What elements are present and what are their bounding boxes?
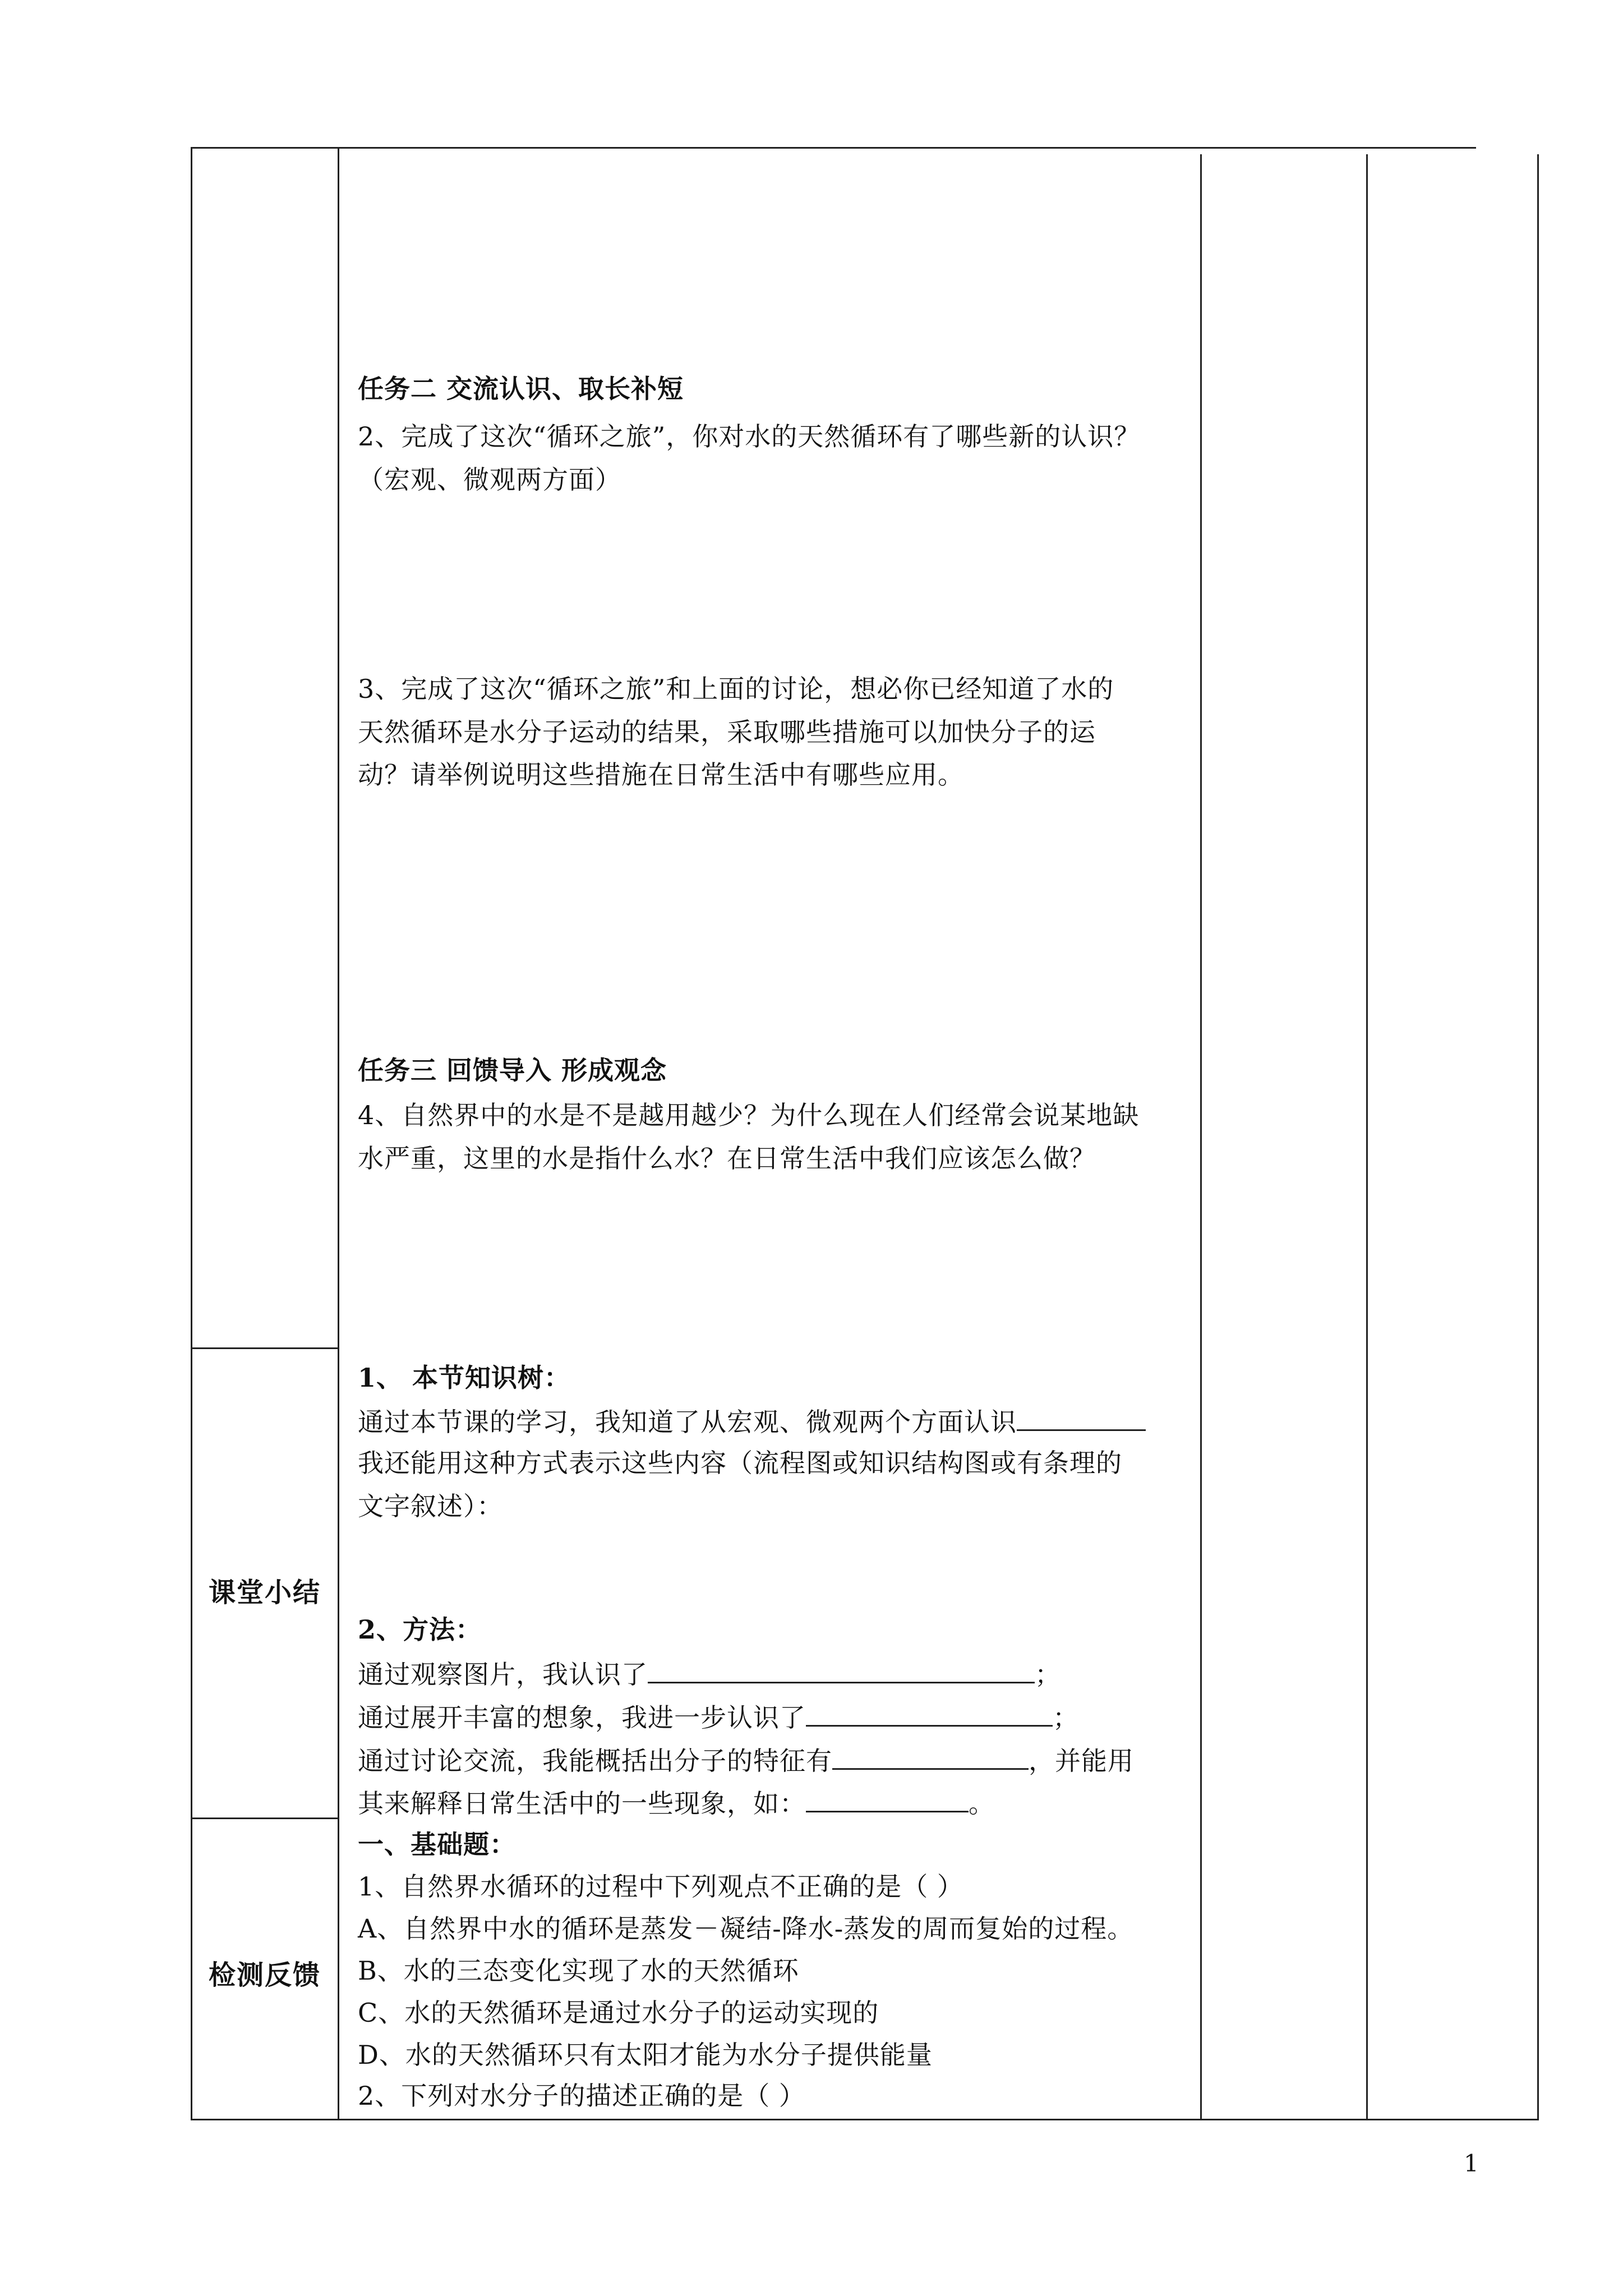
question1-option-d: D、水的天然循环只有太阳才能为水分子提供能量 bbox=[358, 2040, 933, 2070]
notes-column-divider bbox=[1366, 154, 1368, 2120]
method-line2-end: ； bbox=[1053, 1703, 1079, 1733]
task2-question3-line1: 3、完成了这次“循环之旅”和上面的讨论，想必你已经知道了水的 bbox=[358, 674, 1114, 704]
method-blank-2 bbox=[806, 1703, 1053, 1727]
method-line1-text: 通过观察图片，我认识了 bbox=[358, 1659, 648, 1690]
task3-question4-line2: 水严重，这里的水是指什么水？在日常生活中我们应该怎么做？ bbox=[358, 1143, 1096, 1174]
question1-stem: 1、自然界水循环的过程中下列观点不正确的是（ ） bbox=[358, 1871, 963, 1902]
task2-question2-line1: 2、完成了这次“循环之旅”，你对水的天然循环有了哪些新的认识？ bbox=[358, 421, 1141, 452]
knowledge-tree-line3: 文字叙述）： bbox=[358, 1491, 503, 1521]
method-blank-1 bbox=[648, 1659, 1035, 1683]
table-right-border bbox=[1537, 154, 1539, 2120]
knowledge-tree-blank bbox=[1017, 1407, 1146, 1431]
question2-stem: 2、下列对水分子的描述正确的是（ ） bbox=[358, 2081, 805, 2111]
method-line2 bbox=[358, 1703, 1079, 1731]
row-label-feedback: 检测反馈 bbox=[209, 1959, 321, 1991]
method-line3-end: ，并能用 bbox=[1029, 1746, 1134, 1776]
method-line1-end: ； bbox=[1035, 1659, 1061, 1690]
method-line4-end: 。 bbox=[969, 1788, 995, 1819]
question1-option-a: A、自然界中水的循环是蒸发－凝结-降水-蒸发的周而复始的过程。 bbox=[358, 1913, 1134, 1944]
knowledge-tree-line1-text: 通过本节课的学习，我知道了从宏观、微观两个方面认识 bbox=[358, 1407, 1017, 1437]
method-line1 bbox=[358, 1659, 1061, 1690]
method-line4 bbox=[358, 1788, 995, 1819]
table-bottom-border bbox=[191, 2119, 1539, 2120]
task2-heading: 任务二 交流认识、取长补短 bbox=[358, 374, 684, 404]
task2-question2-line2: （宏观、微观两方面） bbox=[358, 464, 621, 495]
content-column-divider bbox=[1200, 154, 1202, 2120]
row-label-summary: 课堂小结 bbox=[209, 1577, 321, 1608]
page-number: 1 bbox=[1464, 2150, 1479, 2177]
method-line4-text: 其来解释日常生活中的一些现象，如： bbox=[358, 1788, 806, 1819]
knowledge-tree-line2: 我还能用这种方式表示这些内容（流程图或知识结构图或有条理的 bbox=[358, 1448, 1122, 1478]
task2-question3-line2: 天然循环是水分子运动的结果，采取哪些措施可以加快分子的运 bbox=[358, 717, 1096, 747]
method-blank-4 bbox=[806, 1788, 969, 1812]
method-line3 bbox=[358, 1746, 1134, 1774]
feedback-row-top-border bbox=[191, 1818, 339, 1819]
method-heading: 2、方法： bbox=[358, 1614, 482, 1645]
knowledge-tree-heading: 1、 本节知识树： bbox=[358, 1363, 571, 1393]
top-rule bbox=[191, 147, 1476, 149]
summary-row-top-border bbox=[191, 1347, 339, 1349]
method-line3-text: 通过讨论交流，我能概括出分子的特征有 bbox=[358, 1746, 832, 1776]
task3-heading: 任务三 回馈导入 形成观念 bbox=[358, 1055, 667, 1085]
label-column-divider bbox=[338, 147, 339, 2120]
knowledge-tree-line1 bbox=[358, 1407, 1146, 1435]
method-blank-3 bbox=[832, 1746, 1029, 1770]
method-line2-text: 通过展开丰富的想象，我进一步认识了 bbox=[358, 1703, 806, 1733]
task2-question3-line3: 动？请举例说明这些措施在日常生活中有哪些应用。 bbox=[358, 760, 964, 790]
basic-questions-heading: 一、基础题： bbox=[358, 1829, 516, 1860]
table-left-border bbox=[191, 147, 192, 2120]
question1-option-b: B、水的三态变化实现了水的天然循环 bbox=[358, 1955, 799, 1986]
question1-option-c: C、水的天然循环是通过水分子的运动实现的 bbox=[358, 1998, 879, 2028]
task3-question4-line1: 4、自然界中的水是不是越用越少？为什么现在人们经常会说某地缺 bbox=[358, 1100, 1140, 1130]
